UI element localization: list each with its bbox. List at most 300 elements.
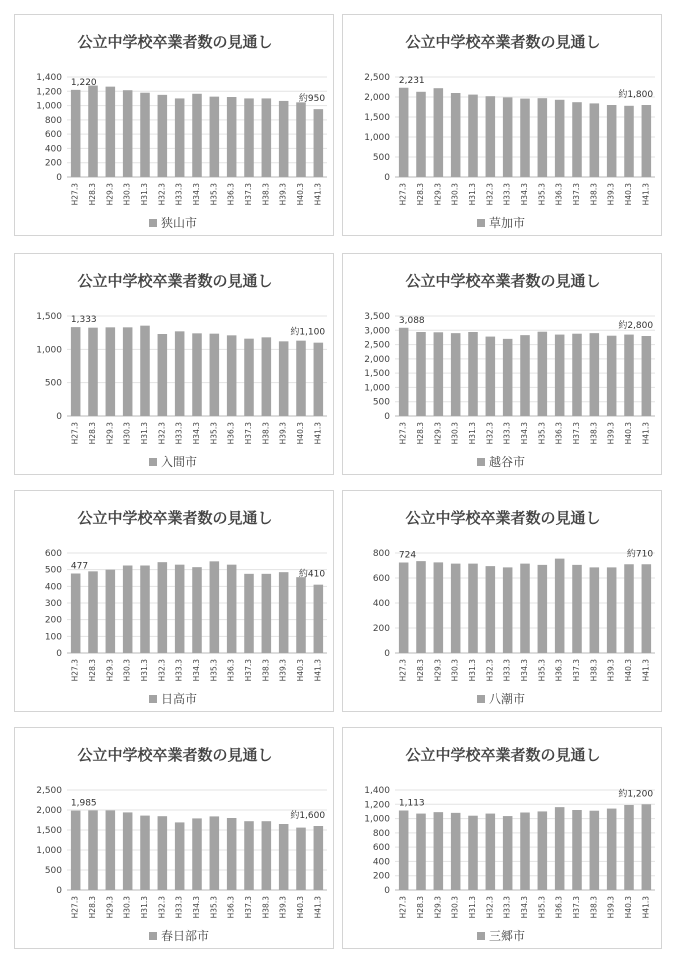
bar <box>590 333 600 416</box>
bar <box>468 564 478 653</box>
x-tick-label: H38.3 <box>589 659 599 682</box>
bar <box>314 826 324 890</box>
bar <box>572 810 582 890</box>
x-tick-label: H28.3 <box>88 183 97 206</box>
x-tick-label: H30.3 <box>450 896 460 919</box>
y-tick-label: 0 <box>384 173 390 183</box>
x-tick-label: H30.3 <box>122 896 132 919</box>
y-tick-label: 1,000 <box>36 345 62 356</box>
x-tick-label: H35.3 <box>537 659 547 682</box>
x-tick-label: H33.3 <box>174 896 184 919</box>
x-tick-label: H35.3 <box>537 422 547 445</box>
bar <box>538 811 548 890</box>
legend-swatch <box>477 695 485 703</box>
x-tick-label: H34.3 <box>520 183 529 206</box>
bar <box>486 814 496 890</box>
x-tick-label: H34.3 <box>520 422 529 445</box>
x-tick-label: H37.3 <box>572 659 581 682</box>
chart-panel <box>342 490 662 712</box>
x-tick-label: H34.3 <box>192 659 201 682</box>
y-tick-label: 400 <box>44 582 62 593</box>
y-tick-label: 500 <box>372 397 390 408</box>
bar <box>520 335 530 416</box>
x-tick-label: H27.3 <box>398 422 408 445</box>
y-tick-label: 400 <box>372 599 390 609</box>
x-tick-label: H35.3 <box>209 422 219 445</box>
x-tick-label: H31.3 <box>140 659 149 682</box>
data-label-last: 約1,800 <box>618 90 654 100</box>
x-tick-label: H34.3 <box>192 896 201 919</box>
bar <box>434 88 444 177</box>
bar <box>244 821 254 890</box>
y-tick-label: 600 <box>372 574 390 584</box>
y-tick-label: 2,000 <box>364 354 390 365</box>
bar <box>520 813 530 891</box>
y-tick-label: 1,000 <box>36 101 62 112</box>
x-tick-label: H36.3 <box>226 659 236 682</box>
bar <box>175 331 185 416</box>
y-tick-label: 2,500 <box>364 73 390 83</box>
x-tick-label: H33.3 <box>502 659 512 682</box>
x-tick-label: H28.3 <box>88 422 97 445</box>
x-tick-label: H40.3 <box>296 183 305 206</box>
legend-label: 三郷市 <box>489 929 526 943</box>
chart-title: 公立中学校卒業者数の見通し <box>77 509 273 527</box>
y-tick-label: 1,400 <box>364 786 390 796</box>
y-tick-label: 800 <box>372 828 390 839</box>
bar <box>262 337 272 416</box>
y-tick-label: 1,500 <box>36 312 62 322</box>
y-tick-label: 800 <box>372 549 390 559</box>
chart-title: 公立中学校卒業者数の見通し <box>405 509 601 527</box>
chart-panel <box>14 727 334 949</box>
x-tick-label: H31.3 <box>140 183 149 206</box>
x-tick-label: H28.3 <box>416 422 425 445</box>
bar <box>227 565 237 653</box>
x-tick-label: H39.3 <box>606 896 616 919</box>
bar <box>555 100 565 177</box>
x-tick-label: H30.3 <box>122 659 132 682</box>
bar <box>71 327 81 416</box>
x-tick-label: H29.3 <box>433 659 443 682</box>
bar <box>520 99 530 177</box>
x-tick-label: H29.3 <box>105 183 115 206</box>
bar <box>210 97 220 177</box>
y-tick-label: 0 <box>56 412 62 422</box>
x-tick-label: H35.3 <box>209 183 219 206</box>
y-tick-label: 200 <box>372 871 390 882</box>
x-tick-label: H34.3 <box>192 183 201 206</box>
bar <box>210 334 220 416</box>
chart-panel <box>342 253 662 475</box>
x-tick-label: H29.3 <box>105 896 115 919</box>
bar <box>399 328 409 416</box>
y-tick-label: 100 <box>44 632 62 643</box>
x-tick-label: H41.3 <box>641 422 651 445</box>
x-tick-label: H39.3 <box>278 422 288 445</box>
bar <box>468 95 478 177</box>
bar <box>434 812 444 890</box>
bar <box>296 102 306 177</box>
x-tick-label: H34.3 <box>192 422 201 445</box>
x-tick-label: H29.3 <box>105 422 115 445</box>
x-tick-label: H36.3 <box>226 896 236 919</box>
x-tick-label: H36.3 <box>226 183 236 206</box>
bar <box>642 105 652 177</box>
bar <box>262 574 272 653</box>
x-tick-label: H31.3 <box>468 896 477 919</box>
bar <box>434 562 444 653</box>
x-tick-label: H38.3 <box>261 422 271 445</box>
data-label-first: 2,231 <box>398 75 425 86</box>
legend-label: 越谷市 <box>489 455 526 469</box>
bar <box>314 343 324 416</box>
bar <box>451 333 461 416</box>
y-tick-label: 500 <box>372 153 390 163</box>
x-tick-label: H32.3 <box>485 659 495 682</box>
x-tick-label: H28.3 <box>416 183 425 206</box>
x-tick-label: H33.3 <box>174 422 184 445</box>
x-tick-label: H41.3 <box>641 896 651 919</box>
x-tick-label: H33.3 <box>502 896 512 919</box>
bar <box>106 87 116 177</box>
x-tick-label: H31.3 <box>468 183 477 206</box>
y-tick-label: 0 <box>56 886 62 896</box>
x-tick-label: H36.3 <box>554 422 564 445</box>
bar <box>279 824 289 890</box>
y-tick-label: 0 <box>56 173 62 183</box>
bar <box>468 332 478 416</box>
bar <box>140 93 150 177</box>
y-tick-label: 0 <box>384 886 390 896</box>
bar <box>451 813 461 890</box>
x-tick-label: H40.3 <box>296 896 305 919</box>
bar <box>624 335 634 416</box>
y-tick-label: 2,500 <box>36 786 62 796</box>
chart-panel <box>342 14 662 236</box>
y-tick-label: 600 <box>372 843 390 854</box>
bar-chart <box>15 15 335 237</box>
x-tick-label: H27.3 <box>398 896 408 919</box>
bar <box>538 332 548 416</box>
x-tick-label: H28.3 <box>88 659 97 682</box>
x-tick-label: H38.3 <box>261 182 271 206</box>
bar <box>642 336 652 416</box>
x-tick-label: H30.3 <box>450 659 460 682</box>
x-tick-label: H28.3 <box>416 896 425 919</box>
x-tick-label: H32.3 <box>157 896 167 919</box>
bar <box>88 571 98 653</box>
bar <box>244 574 254 653</box>
legend-label: 春日部市 <box>161 929 210 943</box>
bar <box>607 105 617 177</box>
x-tick-label: H37.3 <box>572 422 581 445</box>
x-tick-label: H31.3 <box>140 422 149 445</box>
bar <box>158 334 168 416</box>
bar <box>555 807 565 890</box>
bar <box>590 811 600 890</box>
data-label-last: 約710 <box>626 549 654 560</box>
x-tick-label: H39.3 <box>278 896 288 919</box>
y-tick-label: 200 <box>44 615 62 626</box>
bar-chart <box>15 728 335 950</box>
bar <box>227 335 237 416</box>
bar <box>175 98 185 177</box>
chart-title: 公立中学校卒業者数の見通し <box>405 33 601 51</box>
bar <box>140 326 150 416</box>
x-tick-label: H31.3 <box>140 896 149 919</box>
data-label-first: 1,333 <box>70 315 97 326</box>
data-label-last: 約1,100 <box>290 327 326 338</box>
x-tick-label: H31.3 <box>468 659 477 682</box>
bar <box>399 88 409 177</box>
x-tick-label: H41.3 <box>313 659 323 682</box>
x-tick-label: H40.3 <box>624 422 633 445</box>
bar <box>158 816 168 890</box>
legend-swatch <box>149 932 157 940</box>
x-tick-label: H32.3 <box>157 659 167 682</box>
x-tick-label: H33.3 <box>502 422 512 445</box>
bar <box>503 339 513 416</box>
x-tick-label: H37.3 <box>244 422 253 445</box>
bar <box>503 816 513 890</box>
y-tick-label: 2,000 <box>36 806 62 816</box>
bar <box>572 565 582 653</box>
bar <box>607 336 617 416</box>
legend-label: 日高市 <box>161 692 198 706</box>
y-tick-label: 3,500 <box>364 312 390 322</box>
x-tick-label: H33.3 <box>174 659 184 682</box>
x-tick-label: H35.3 <box>537 183 547 206</box>
chart-title: 公立中学校卒業者数の見通し <box>77 746 273 764</box>
x-tick-label: H39.3 <box>278 183 288 206</box>
x-tick-label: H32.3 <box>485 183 495 206</box>
y-tick-label: 3,000 <box>364 326 390 337</box>
x-tick-label: H41.3 <box>641 659 651 682</box>
x-tick-label: H35.3 <box>537 896 547 919</box>
x-tick-label: H36.3 <box>554 183 564 206</box>
y-tick-label: 1,200 <box>36 87 62 98</box>
x-tick-label: H38.3 <box>261 659 271 682</box>
bar <box>71 811 81 890</box>
bar <box>607 567 617 653</box>
bar <box>244 339 254 416</box>
bar <box>314 109 324 177</box>
bar <box>555 559 565 653</box>
data-label-last: 約950 <box>298 94 326 105</box>
chart-panel <box>14 253 334 475</box>
data-label-first: 1,220 <box>70 77 97 88</box>
x-tick-label: H30.3 <box>122 183 132 206</box>
bar <box>416 332 426 416</box>
y-tick-label: 1,000 <box>364 133 390 143</box>
y-tick-label: 1,000 <box>36 846 62 856</box>
bar <box>607 809 617 890</box>
y-tick-label: 500 <box>44 866 62 876</box>
bar <box>175 822 185 890</box>
bar <box>175 565 185 653</box>
y-tick-label: 1,000 <box>364 814 390 825</box>
x-tick-label: H40.3 <box>624 183 633 206</box>
x-tick-label: H29.3 <box>433 896 443 919</box>
y-tick-label: 2,500 <box>364 340 390 351</box>
x-tick-label: H33.3 <box>174 183 184 206</box>
y-tick-label: 1,400 <box>36 73 62 83</box>
y-tick-label: 0 <box>384 412 390 422</box>
bar <box>123 90 133 177</box>
bar <box>158 95 168 177</box>
x-tick-label: H36.3 <box>554 896 564 919</box>
y-tick-label: 0 <box>56 649 62 659</box>
bar <box>296 828 306 890</box>
bar <box>486 96 496 177</box>
x-tick-label: H30.3 <box>122 422 132 445</box>
legend-swatch <box>477 932 485 940</box>
bar <box>503 567 513 653</box>
legend-label: 入間市 <box>161 455 198 469</box>
y-tick-label: 1,000 <box>364 383 390 394</box>
bar <box>486 566 496 653</box>
y-tick-label: 200 <box>44 158 62 169</box>
legend-swatch <box>149 219 157 227</box>
bar <box>210 816 220 890</box>
x-tick-label: H27.3 <box>398 659 408 682</box>
bar <box>451 564 461 653</box>
x-tick-label: H27.3 <box>70 896 80 919</box>
bar-chart <box>343 15 663 237</box>
x-tick-label: H28.3 <box>88 896 97 919</box>
x-tick-label: H37.3 <box>572 896 581 919</box>
bar <box>416 92 426 177</box>
x-tick-label: H38.3 <box>261 896 271 919</box>
bar <box>314 585 324 653</box>
legend-label: 草加市 <box>489 216 526 230</box>
bar-chart <box>343 254 663 476</box>
bar <box>88 328 98 416</box>
bar <box>399 811 409 891</box>
bar <box>572 102 582 177</box>
x-tick-label: H37.3 <box>244 659 253 682</box>
y-tick-label: 1,500 <box>36 826 62 836</box>
x-tick-label: H36.3 <box>226 422 236 445</box>
y-tick-label: 500 <box>44 378 62 389</box>
x-tick-label: H40.3 <box>624 659 633 682</box>
y-tick-label: 1,500 <box>364 113 390 123</box>
bar <box>296 577 306 653</box>
bar <box>538 565 548 653</box>
x-tick-label: H29.3 <box>433 183 443 206</box>
bar <box>123 812 133 890</box>
chart-title: 公立中学校卒業者数の見通し <box>405 272 601 290</box>
bar <box>71 90 81 177</box>
bar <box>590 567 600 653</box>
bar <box>106 327 116 416</box>
bar <box>572 334 582 416</box>
data-label-first: 3,088 <box>398 315 425 326</box>
legend-label: 八潮市 <box>489 692 526 706</box>
bar <box>192 333 202 416</box>
data-label-first: 1,113 <box>398 798 425 809</box>
x-tick-label: H29.3 <box>105 659 115 682</box>
x-tick-label: H27.3 <box>70 422 80 445</box>
y-tick-label: 2,000 <box>364 93 390 103</box>
x-tick-label: H37.3 <box>244 183 253 206</box>
x-tick-label: H40.3 <box>296 422 305 445</box>
bar <box>262 821 272 890</box>
x-tick-label: H37.3 <box>572 183 581 206</box>
bar <box>192 567 202 653</box>
x-tick-label: H38.3 <box>589 182 599 206</box>
x-tick-label: H32.3 <box>485 896 495 919</box>
x-tick-label: H32.3 <box>157 183 167 206</box>
x-tick-label: H41.3 <box>313 183 323 206</box>
bar <box>451 93 461 177</box>
legend-swatch <box>477 458 485 466</box>
x-tick-label: H30.3 <box>450 422 460 445</box>
bar <box>227 818 237 890</box>
legend-swatch <box>149 695 157 703</box>
data-label-last: 約1,600 <box>290 811 326 821</box>
x-tick-label: H35.3 <box>209 659 219 682</box>
data-label-first: 724 <box>398 550 417 561</box>
x-tick-label: H36.3 <box>554 659 564 682</box>
bar <box>279 572 289 653</box>
bar-chart <box>343 728 663 950</box>
bar <box>520 564 530 653</box>
data-label-last: 約410 <box>298 569 326 580</box>
bar-chart <box>343 491 663 713</box>
y-tick-label: 300 <box>44 599 62 609</box>
bar <box>244 98 254 177</box>
x-tick-label: H32.3 <box>485 422 495 445</box>
bar <box>192 94 202 177</box>
x-tick-label: H27.3 <box>70 183 80 206</box>
bar <box>296 341 306 416</box>
x-tick-label: H31.3 <box>468 422 477 445</box>
y-tick-label: 500 <box>44 565 62 576</box>
x-tick-label: H29.3 <box>433 422 443 445</box>
y-tick-label: 800 <box>44 115 62 126</box>
chart-title: 公立中学校卒業者数の見通し <box>77 272 273 290</box>
bar <box>106 810 116 890</box>
x-tick-label: H27.3 <box>398 183 408 206</box>
bar <box>434 332 444 416</box>
data-label-first: 477 <box>70 561 89 572</box>
bar <box>140 566 150 654</box>
bar <box>555 335 565 416</box>
x-tick-label: H39.3 <box>606 422 616 445</box>
y-tick-label: 1,200 <box>364 800 390 811</box>
bar <box>192 818 202 890</box>
bar <box>538 98 548 177</box>
x-tick-label: H41.3 <box>641 183 651 206</box>
bar <box>399 563 409 654</box>
chart-panel <box>342 727 662 949</box>
x-tick-label: H27.3 <box>70 659 80 682</box>
legend-swatch <box>149 458 157 466</box>
bar <box>416 814 426 890</box>
bar <box>503 97 513 177</box>
data-label-first: 1,985 <box>70 798 97 809</box>
chart-title: 公立中学校卒業者数の見通し <box>77 33 273 51</box>
bar <box>590 103 600 177</box>
bar <box>88 86 98 177</box>
bar-chart <box>15 491 335 713</box>
bar <box>158 562 168 653</box>
legend-swatch <box>477 219 485 227</box>
y-tick-label: 600 <box>44 130 62 141</box>
x-tick-label: H34.3 <box>520 896 529 919</box>
